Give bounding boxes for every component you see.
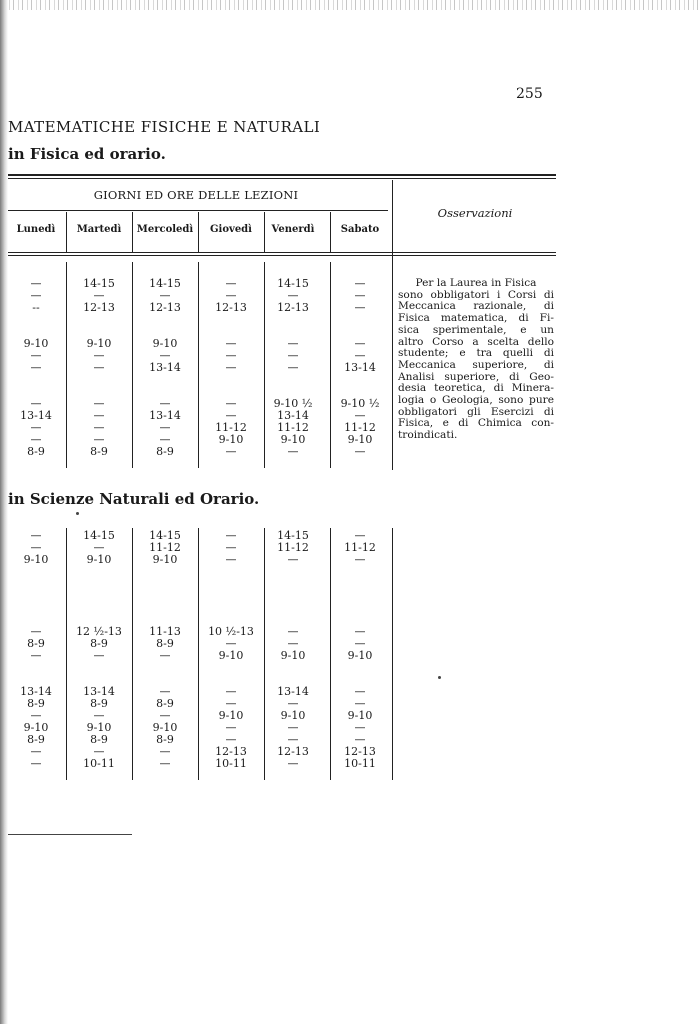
naturali-cell: 8-9 bbox=[156, 733, 174, 746]
naturali-cell: 14-15 bbox=[83, 529, 115, 542]
fisica-cell: — bbox=[30, 349, 42, 362]
naturali-cell: 8-9 bbox=[90, 733, 108, 746]
fisica-cell: 12-13 bbox=[215, 301, 247, 314]
day-header: Sabato bbox=[340, 224, 380, 235]
naturali-cell: — bbox=[93, 541, 105, 554]
fisica-cell: — bbox=[225, 277, 237, 290]
naturali-cell: 13-14 bbox=[277, 685, 309, 698]
fisica-cell: 11-12 bbox=[215, 421, 247, 434]
naturali-cell: 9-10 bbox=[280, 709, 306, 722]
naturali-cell: — bbox=[354, 733, 366, 746]
naturali-cell: — bbox=[30, 709, 42, 722]
fisica-cell: 8-9 bbox=[27, 445, 45, 458]
naturali-cell: 9-10 bbox=[86, 553, 112, 566]
naturali-cell: 10-11 bbox=[344, 757, 376, 770]
observation-line: Analisi superiore, di Geo- bbox=[398, 371, 554, 383]
naturali-cell: 9-10 bbox=[86, 721, 112, 734]
naturali-cell: 9-10 bbox=[23, 721, 49, 734]
day-header: Lunedì bbox=[16, 224, 56, 235]
naturali-cell: — bbox=[354, 721, 366, 734]
fisica-cell: 13-14 bbox=[277, 409, 309, 422]
naturali-cell: 9-10 bbox=[280, 649, 306, 662]
fisica-cell: — bbox=[30, 397, 42, 410]
observation-line: Meccanica razionale, di bbox=[398, 301, 554, 313]
naturali-cell: 10 ½-13 bbox=[208, 625, 254, 638]
day-header: Giovedì bbox=[210, 224, 252, 235]
fisica-cell: — bbox=[225, 349, 237, 362]
observation-line: Meccanica superiore, di bbox=[398, 359, 554, 371]
observation-line: studente; e tra quelli di bbox=[398, 348, 554, 360]
naturali-cell: — bbox=[287, 721, 299, 734]
naturali-cell: — bbox=[159, 745, 171, 758]
fisica-cell: — bbox=[225, 397, 237, 410]
day-header-divider bbox=[330, 212, 331, 252]
fisica-cell: — bbox=[30, 421, 42, 434]
naturali-column-rule bbox=[198, 528, 199, 780]
page-top-edge bbox=[0, 0, 698, 10]
stray-mark bbox=[76, 512, 79, 515]
naturali-cell: — bbox=[159, 709, 171, 722]
naturali-cell: — bbox=[354, 685, 366, 698]
naturali-cell: — bbox=[225, 553, 237, 566]
naturali-cell: 11-12 bbox=[277, 541, 309, 554]
fisica-cell: — bbox=[354, 445, 366, 458]
fisica-cell: 8-9 bbox=[156, 445, 174, 458]
naturali-cell: — bbox=[30, 529, 42, 542]
fisica-cell: 9-10 ½ bbox=[340, 397, 380, 410]
fisica-cell: — bbox=[159, 421, 171, 434]
faculty-heading: MATEMATICHE FISICHE E NATURALI bbox=[8, 118, 321, 136]
fisica-column-rule bbox=[132, 262, 133, 468]
naturali-observations-divider bbox=[392, 528, 393, 780]
naturali-cell: — bbox=[354, 553, 366, 566]
observations-divider bbox=[392, 180, 393, 470]
fisica-cell: — bbox=[93, 289, 105, 302]
fisica-cell: — bbox=[225, 337, 237, 350]
fisica-cell: — bbox=[93, 433, 105, 446]
observations-header: Osservazioni bbox=[437, 206, 513, 220]
fisica-cell: 14-15 bbox=[83, 277, 115, 290]
fisica-column-rule bbox=[198, 262, 199, 468]
naturali-cell: 9-10 bbox=[218, 709, 244, 722]
naturali-cell: 11-13 bbox=[149, 625, 181, 638]
naturali-cell: 9-10 bbox=[347, 709, 373, 722]
naturali-cell: — bbox=[287, 697, 299, 710]
naturali-cell: 10-11 bbox=[83, 757, 115, 770]
fisica-cell: 11-12 bbox=[344, 421, 376, 434]
fisica-cell: 12-13 bbox=[277, 301, 309, 314]
naturali-cell: — bbox=[93, 745, 105, 758]
naturali-cell: 8-9 bbox=[90, 637, 108, 650]
fisica-cell: — bbox=[354, 301, 366, 314]
observation-line: troindicati. bbox=[398, 430, 458, 442]
fisica-cell: — bbox=[287, 337, 299, 350]
bottom-rule bbox=[8, 834, 132, 835]
naturali-cell: — bbox=[225, 733, 237, 746]
naturali-cell: 8-9 bbox=[27, 733, 45, 746]
naturali-cell: — bbox=[30, 649, 42, 662]
observation-line: Fisica matematica, di Fi- bbox=[398, 313, 554, 325]
fisica-heading: in Fisica ed orario. bbox=[8, 145, 166, 163]
stray-mark bbox=[438, 676, 441, 679]
naturali-cell: 9-10 bbox=[152, 721, 178, 734]
naturali-cell: — bbox=[354, 697, 366, 710]
naturali-cell: — bbox=[159, 649, 171, 662]
days-header-rule bbox=[8, 252, 556, 253]
fisica-cell: — bbox=[354, 337, 366, 350]
naturali-cell: — bbox=[30, 745, 42, 758]
fisica-cell: — bbox=[30, 277, 42, 290]
day-header-divider bbox=[132, 212, 133, 252]
naturali-cell: — bbox=[287, 757, 299, 770]
fisica-cell: 13-14 bbox=[20, 409, 52, 422]
naturali-cell: 9-10 bbox=[347, 649, 373, 662]
fisica-cell: 8-9 bbox=[90, 445, 108, 458]
naturali-cell: 8-9 bbox=[27, 697, 45, 710]
day-header: Venerdì bbox=[271, 224, 315, 235]
naturali-cell: — bbox=[93, 649, 105, 662]
fisica-cell: 14-15 bbox=[149, 277, 181, 290]
naturali-cell: 8-9 bbox=[156, 697, 174, 710]
fisica-cell: — bbox=[354, 289, 366, 302]
fisica-cell: — bbox=[225, 361, 237, 374]
naturali-cell: 9-10 bbox=[152, 553, 178, 566]
observation-line: logia o Geologia, sono pure bbox=[398, 395, 554, 407]
naturali-cell: 12-13 bbox=[215, 745, 247, 758]
fisica-cell: — bbox=[30, 289, 42, 302]
day-header-divider bbox=[198, 212, 199, 252]
fisica-cell: 9-10 bbox=[347, 433, 373, 446]
observation-line: Fisica, e di Chimica con- bbox=[398, 418, 554, 430]
observation-line: sono obbligatori i Corsi di bbox=[398, 289, 554, 301]
fisica-cell: 9-10 bbox=[152, 337, 178, 350]
group-header-rule bbox=[8, 210, 388, 211]
fisica-cell: 9-10 ½ bbox=[273, 397, 313, 410]
fisica-cell: 9-10 bbox=[23, 337, 49, 350]
day-header-divider bbox=[264, 212, 265, 252]
naturali-cell: 12-13 bbox=[344, 745, 376, 758]
fisica-cell: — bbox=[287, 349, 299, 362]
day-header-divider bbox=[66, 212, 67, 252]
naturali-cell: — bbox=[30, 757, 42, 770]
naturali-cell: — bbox=[287, 625, 299, 638]
naturali-cell: — bbox=[30, 541, 42, 554]
fisica-cell: — bbox=[93, 409, 105, 422]
observations-text bbox=[398, 278, 554, 442]
page-number: 255 bbox=[516, 86, 543, 102]
fisica-cell: — bbox=[159, 433, 171, 446]
day-header: Mercoledì bbox=[136, 224, 194, 235]
table-top-rule bbox=[8, 174, 556, 176]
naturali-cell: 14-15 bbox=[277, 529, 309, 542]
naturali-cell: 11-12 bbox=[149, 541, 181, 554]
naturali-cell: — bbox=[93, 709, 105, 722]
fisica-cell: — bbox=[30, 433, 42, 446]
fisica-cell: 12-13 bbox=[83, 301, 115, 314]
naturali-cell: — bbox=[354, 625, 366, 638]
fisica-cell: — bbox=[225, 409, 237, 422]
days-header-rule-2 bbox=[8, 255, 556, 256]
observation-line: Per la Laurea in Fisica bbox=[415, 278, 537, 289]
fisica-cell: — bbox=[225, 289, 237, 302]
naturali-cell: 8-9 bbox=[27, 637, 45, 650]
naturali-heading: in Scienze Naturali ed Orario. bbox=[8, 490, 260, 508]
naturali-cell: — bbox=[159, 757, 171, 770]
fisica-cell: 13-14 bbox=[344, 361, 376, 374]
fisica-cell: — bbox=[354, 409, 366, 422]
naturali-cell: — bbox=[287, 553, 299, 566]
table-top-rule-thin bbox=[8, 178, 556, 179]
fisica-cell: — bbox=[93, 421, 105, 434]
day-header: Martedì bbox=[76, 224, 122, 235]
fisica-cell: 9-10 bbox=[218, 433, 244, 446]
naturali-cell: — bbox=[225, 721, 237, 734]
fisica-cell: — bbox=[93, 397, 105, 410]
fisica-cell: — bbox=[287, 361, 299, 374]
fisica-cell: — bbox=[225, 445, 237, 458]
naturali-cell: — bbox=[159, 685, 171, 698]
fisica-cell: — bbox=[159, 349, 171, 362]
naturali-column-rule bbox=[132, 528, 133, 780]
naturali-cell: — bbox=[225, 637, 237, 650]
fisica-cell: 13-14 bbox=[149, 409, 181, 422]
naturali-cell: — bbox=[30, 625, 42, 638]
fisica-cell: 14-15 bbox=[277, 277, 309, 290]
fisica-cell: 11-12 bbox=[277, 421, 309, 434]
fisica-cell: — bbox=[159, 289, 171, 302]
fisica-cell: — bbox=[93, 361, 105, 374]
naturali-cell: 9-10 bbox=[218, 649, 244, 662]
naturali-cell: — bbox=[287, 733, 299, 746]
fisica-cell: — bbox=[159, 397, 171, 410]
naturali-cell: — bbox=[287, 637, 299, 650]
naturali-cell: — bbox=[225, 529, 237, 542]
naturali-cell: 10-11 bbox=[215, 757, 247, 770]
naturali-cell: — bbox=[354, 637, 366, 650]
naturali-cell: 8-9 bbox=[90, 697, 108, 710]
naturali-cell: 8-9 bbox=[156, 637, 174, 650]
observation-line: altro Corso a scelta dello bbox=[398, 336, 554, 348]
fisica-cell: 13-14 bbox=[149, 361, 181, 374]
page-binding-shadow bbox=[0, 0, 8, 1024]
fisica-cell: 12-13 bbox=[149, 301, 181, 314]
naturali-cell: 11-12 bbox=[344, 541, 376, 554]
naturali-cell: — bbox=[225, 697, 237, 710]
observation-line: obbligatori gli Esercizi di bbox=[398, 406, 554, 418]
fisica-cell: 9-10 bbox=[86, 337, 112, 350]
naturali-cell: 9-10 bbox=[23, 553, 49, 566]
fisica-cell: -- bbox=[32, 301, 40, 314]
fisica-cell: — bbox=[354, 277, 366, 290]
naturali-cell: 14-15 bbox=[149, 529, 181, 542]
naturali-cell: 13-14 bbox=[20, 685, 52, 698]
naturali-cell: — bbox=[225, 685, 237, 698]
observation-line: sica sperimentale, e un bbox=[398, 324, 554, 336]
fisica-cell: — bbox=[287, 445, 299, 458]
fisica-cell: 9-10 bbox=[280, 433, 306, 446]
naturali-cell: — bbox=[225, 541, 237, 554]
fisica-cell: — bbox=[30, 361, 42, 374]
fisica-cell: — bbox=[354, 349, 366, 362]
naturali-cell: 12 ½-13 bbox=[76, 625, 122, 638]
lesson-days-hours-header: GIORNI ED ORE DELLE LEZIONI bbox=[93, 188, 299, 202]
fisica-cell: — bbox=[287, 289, 299, 302]
fisica-cell: — bbox=[93, 349, 105, 362]
naturali-cell: 12-13 bbox=[277, 745, 309, 758]
observation-line: desia teoretica, di Minera- bbox=[398, 383, 554, 395]
naturali-cell: 13-14 bbox=[83, 685, 115, 698]
naturali-cell: — bbox=[354, 529, 366, 542]
